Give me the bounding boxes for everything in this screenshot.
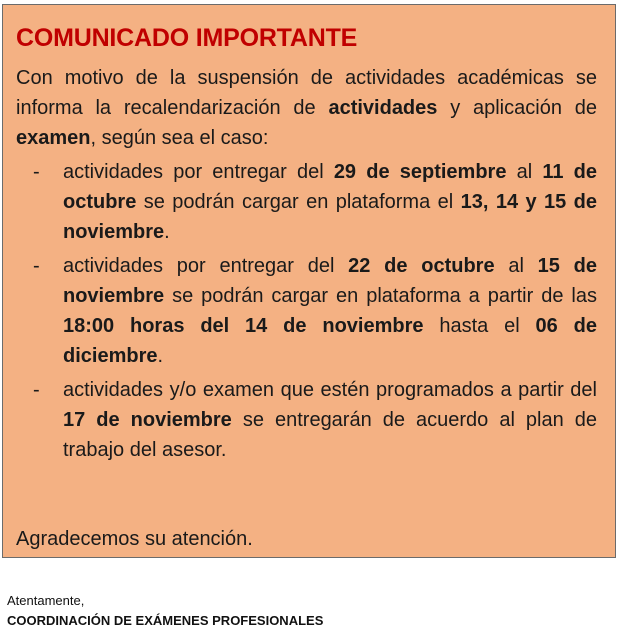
notice-box <box>2 4 616 558</box>
item-segment-bold: 18:00 horas del 14 de noviembre <box>63 315 424 337</box>
item-segment: actividades por entregar del <box>63 161 334 183</box>
intro-segment-bold: actividades <box>328 97 438 119</box>
item-segment-bold: 29 de septiembre <box>333 161 507 183</box>
dash-bullet: - <box>33 161 40 183</box>
notice-list <box>16 157 597 465</box>
item-segment: se podrán cargar en plataforma a partir de las <box>164 285 597 307</box>
item-segment: . <box>157 345 164 367</box>
item-segment: . <box>164 221 170 243</box>
notice-intro <box>16 63 597 153</box>
item-segment-bold: 22 de octubre <box>348 255 495 277</box>
signature-organization: COORDINACIÓN DE EXÁMENES PROFESIONALES <box>7 613 324 628</box>
item-segment: actividades por entregar del <box>63 255 349 277</box>
item-segment: se podrán cargar en plataforma el <box>136 191 461 213</box>
intro-segment: Con motivo de la suspensión de actividades académicas se informa la recalendarización de <box>16 67 597 119</box>
item-segment-bold: 06 de diciembre <box>63 315 597 367</box>
item-segment: se entregarán de acuerdo al plan de trabajo del asesor. <box>63 409 598 461</box>
signature-closing: Atentamente, <box>7 593 85 608</box>
item-segment: hasta el <box>423 315 536 337</box>
item-segment-bold: 13, 14 y 15 de noviembre <box>63 191 598 243</box>
list-item <box>16 251 597 371</box>
item-segment: al <box>506 161 543 183</box>
item-segment: al <box>494 255 538 277</box>
item-segment-bold: 17 de noviembre <box>63 409 232 431</box>
item-segment-bold: 11 de octubre <box>63 161 597 213</box>
signature-block <box>7 591 323 631</box>
list-item <box>16 157 597 247</box>
item-segment-bold: 15 de noviembre <box>63 255 598 307</box>
list-item <box>16 375 597 465</box>
dash-bullet: - <box>33 255 40 277</box>
intro-segment: , según sea el caso: <box>90 127 269 149</box>
intro-segment-bold: examen <box>16 127 91 149</box>
notice-title: COMUNICADO IMPORTANTE <box>16 24 358 52</box>
intro-segment: y aplicación de <box>437 97 597 119</box>
item-segment: actividades y/o examen que estén programados a partir del <box>63 379 597 401</box>
dash-bullet: - <box>33 379 40 401</box>
thanks-text: Agradecemos su atención. <box>16 528 253 550</box>
